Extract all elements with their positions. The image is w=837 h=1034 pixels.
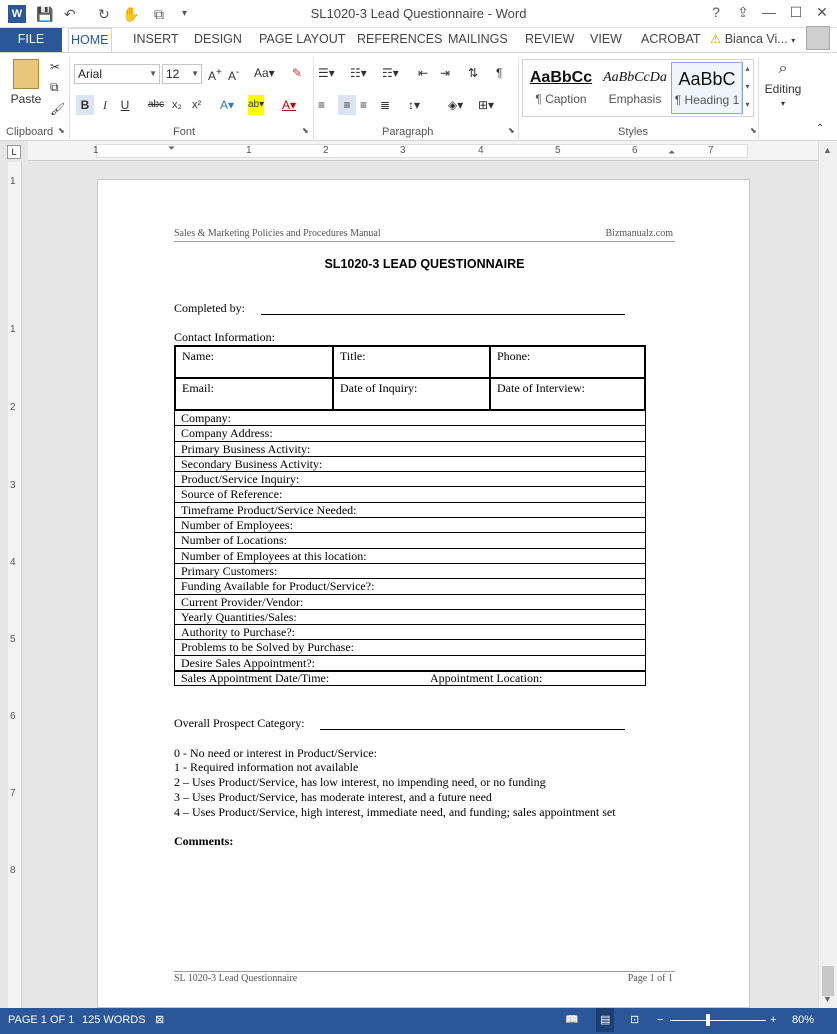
ribbon-display-icon[interactable]: ⇪ bbox=[737, 4, 749, 20]
warning-icon: ⚠ bbox=[710, 32, 722, 46]
subscript-button[interactable]: x₂ bbox=[172, 99, 182, 111]
appointment-datetime-label: Sales Appointment Date/Time: bbox=[181, 671, 330, 685]
group-label-font: Font bbox=[173, 126, 196, 138]
table-cell[interactable]: Phone: bbox=[490, 346, 645, 378]
paragraph-launcher-icon[interactable]: ⬊ bbox=[508, 126, 515, 135]
table-row[interactable]: Primary Customers: bbox=[175, 564, 645, 579]
tab-review[interactable]: REVIEW bbox=[525, 32, 575, 46]
align-center-icon[interactable]: ≡ bbox=[338, 95, 356, 115]
divider bbox=[69, 57, 70, 139]
ruler-number: 6 bbox=[632, 145, 638, 156]
title-bar bbox=[0, 0, 837, 28]
font-size-select[interactable]: 12 ▼ bbox=[162, 64, 202, 84]
collapse-ribbon-icon[interactable]: ⌃ bbox=[816, 123, 825, 134]
font-launcher-icon[interactable]: ⬊ bbox=[302, 126, 309, 135]
font-family-select[interactable]: Arial ▼ bbox=[74, 64, 160, 84]
ruler-number: 1 bbox=[246, 145, 252, 156]
clipboard-launcher-icon[interactable]: ⬊ bbox=[58, 126, 65, 135]
read-mode-icon[interactable]: 📖 bbox=[565, 1014, 579, 1026]
table-row[interactable]: Yearly Quantities/Sales: bbox=[175, 610, 645, 625]
copy-icon[interactable]: ⧉ bbox=[50, 80, 59, 94]
header-left: Sales & Marketing Policies and Procedures Manual bbox=[174, 228, 381, 239]
contact-info-label: Contact Information: bbox=[174, 330, 275, 344]
header-rule bbox=[174, 241, 675, 242]
ruler-number: 5 bbox=[555, 145, 561, 156]
grow-font-icon[interactable]: A+ bbox=[208, 67, 222, 83]
zoom-level[interactable]: 80% bbox=[792, 1014, 815, 1026]
line-spacing-icon[interactable]: ↕▾ bbox=[408, 98, 421, 112]
category-item: 2 – Uses Product/Service, has low interest, no impending need, or no funding bbox=[174, 775, 546, 789]
tab-view[interactable]: VIEW bbox=[590, 32, 622, 46]
ruler-number: 1 bbox=[10, 324, 16, 335]
ruler-number: 5 bbox=[10, 634, 16, 645]
table-row[interactable]: Secondary Business Activity: bbox=[175, 457, 645, 472]
text-effects-icon[interactable]: A▾ bbox=[220, 98, 235, 112]
table-cell[interactable]: Date of Inquiry: bbox=[333, 378, 490, 410]
align-right-icon[interactable]: ≡ bbox=[360, 98, 368, 112]
overall-category-label: Overall Prospect Category: bbox=[174, 716, 305, 730]
group-label-clipboard: Clipboard bbox=[6, 126, 54, 138]
touch-mode-icon[interactable]: ✋ bbox=[122, 6, 140, 22]
window-title: SL1020-3 Lead Questionnaire - Word bbox=[310, 6, 527, 21]
minimize-button[interactable]: — bbox=[762, 4, 776, 20]
table-row[interactable]: Desire Sales Appointment?: bbox=[181, 655, 315, 670]
table-row bbox=[175, 346, 645, 378]
table-row[interactable]: Number of Locations: bbox=[175, 533, 645, 548]
table-row[interactable]: Current Provider/Vendor: bbox=[175, 595, 645, 610]
sort-icon[interactable]: ⇅ bbox=[468, 66, 479, 80]
tab-acrobat[interactable]: ACROBAT bbox=[641, 32, 701, 46]
page-count[interactable]: PAGE 1 OF 1 bbox=[8, 1014, 75, 1026]
zoom-in-icon[interactable]: + bbox=[770, 1014, 777, 1026]
tab-home[interactable]: HOME bbox=[68, 28, 112, 53]
ruler-number: 4 bbox=[10, 557, 16, 568]
show-formatting-icon[interactable]: ¶ bbox=[496, 66, 503, 80]
editing-button[interactable]: ⌕ Editing ▾ bbox=[762, 59, 804, 109]
scroll-up-icon[interactable]: ▲ bbox=[823, 145, 832, 155]
tab-file[interactable]: FILE bbox=[0, 28, 62, 52]
ruler-number: 3 bbox=[400, 145, 406, 156]
divider bbox=[518, 57, 519, 139]
web-layout-icon[interactable]: ⊡ bbox=[630, 1014, 640, 1026]
divider bbox=[313, 57, 314, 139]
highlight-icon[interactable]: ab▾ bbox=[248, 95, 264, 115]
table-cell[interactable]: Email: bbox=[175, 378, 333, 410]
table-row[interactable]: Number of Employees: bbox=[175, 518, 645, 533]
completed-by-line[interactable] bbox=[261, 314, 625, 315]
styles-scroll[interactable]: ▴ ▾ ▾ bbox=[741, 60, 753, 116]
overall-category-line[interactable] bbox=[320, 729, 625, 730]
document-title[interactable]: SL1020-3 LEAD QUESTIONNAIRE bbox=[324, 257, 525, 271]
tab-mailings[interactable]: MAILINGS bbox=[448, 32, 508, 46]
appointment-location-label: Appointment Location: bbox=[430, 671, 543, 685]
chevron-down-icon: ▾ bbox=[791, 36, 796, 45]
horizontal-ruler[interactable] bbox=[28, 141, 818, 161]
quick-print-icon[interactable]: ⧉ bbox=[154, 6, 164, 22]
help-button[interactable]: ? bbox=[712, 4, 720, 20]
table-row bbox=[175, 378, 645, 410]
zoom-slider[interactable] bbox=[670, 1020, 766, 1021]
word-count[interactable]: 125 WORDS bbox=[82, 1014, 146, 1026]
category-item: 3 – Uses Product/Service, has moderate interest, and a future need bbox=[174, 790, 492, 804]
table-row[interactable]: Primary Business Activity: bbox=[175, 442, 645, 457]
table-cell[interactable]: Title: bbox=[333, 346, 490, 378]
chevron-down-icon: ▼ bbox=[149, 69, 157, 78]
ruler-active-area bbox=[96, 144, 748, 158]
table-row[interactable]: Company: bbox=[175, 411, 645, 426]
styles-launcher-icon[interactable]: ⬊ bbox=[750, 126, 757, 135]
group-label-styles: Styles bbox=[618, 126, 648, 138]
style-heading-1[interactable]: AaBbC ¶ Heading 1 bbox=[671, 62, 743, 114]
underline-button[interactable]: U bbox=[120, 98, 130, 112]
indent-marker-icon[interactable]: ⏷ bbox=[168, 143, 176, 153]
redo-icon[interactable]: ↻ bbox=[98, 6, 110, 22]
numbering-icon[interactable]: ☷▾ bbox=[350, 66, 367, 80]
completed-by-label: Completed by: bbox=[174, 301, 245, 315]
ruler-number: 3 bbox=[10, 480, 16, 491]
binoculars-icon: ⌕ bbox=[778, 60, 788, 77]
vertical-ruler[interactable] bbox=[8, 162, 22, 1008]
word-app-icon[interactable]: W bbox=[8, 5, 26, 23]
decrease-indent-icon[interactable]: ⇤ bbox=[418, 66, 429, 80]
comments-label: Comments: bbox=[174, 834, 234, 848]
footer-right: Page 1 of 1 bbox=[627, 973, 673, 984]
ruler-number: 6 bbox=[10, 711, 16, 722]
right-indent-marker-icon[interactable]: ⏶ bbox=[668, 147, 676, 157]
ruler-number: 7 bbox=[10, 788, 16, 799]
divider bbox=[758, 57, 759, 139]
chevron-down-icon: ▼ bbox=[191, 69, 199, 78]
ruler-number: 2 bbox=[10, 402, 16, 413]
font-color-icon[interactable]: A▾ bbox=[282, 98, 297, 112]
bullets-icon[interactable]: ☰▾ bbox=[318, 66, 335, 80]
header-right: Bizmanualz.com bbox=[605, 228, 673, 239]
table-row[interactable]: Authority to Purchase?: bbox=[175, 625, 645, 640]
table-row[interactable]: Company Address: bbox=[175, 426, 645, 441]
avatar[interactable] bbox=[806, 26, 830, 50]
shrink-font-icon[interactable]: A- bbox=[228, 67, 240, 83]
bold-button[interactable]: B bbox=[76, 95, 94, 115]
category-item: 4 – Uses Product/Service, high interest, immediate need, and funding; sales appointment set bbox=[174, 805, 616, 819]
increase-indent-icon[interactable]: ⇥ bbox=[440, 66, 451, 80]
print-layout-icon[interactable]: ▤ bbox=[596, 1008, 614, 1032]
zoom-slider-thumb[interactable] bbox=[706, 1014, 710, 1026]
ruler-number: 4 bbox=[478, 145, 484, 156]
table-row[interactable]: Number of Employees at this location: bbox=[175, 549, 645, 564]
table-row[interactable]: Source of Reference: bbox=[175, 487, 645, 502]
close-button[interactable]: ✕ bbox=[816, 4, 828, 20]
table-row[interactable]: Product/Service Inquiry: bbox=[175, 472, 645, 487]
tab-insert[interactable]: INSERT bbox=[133, 32, 179, 46]
ribbon-tabs bbox=[0, 28, 837, 52]
table-row[interactable]: Funding Available for Product/Service?: bbox=[175, 579, 645, 594]
table-row[interactable]: Problems to be Solved by Purchase: bbox=[175, 640, 645, 655]
category-item: 0 - No need or interest in Product/Service: bbox=[174, 746, 377, 760]
table-row[interactable]: Timeframe Product/Service Needed: bbox=[175, 503, 645, 518]
maximize-button[interactable]: ☐ bbox=[789, 4, 803, 20]
user-name: Bianca Vi... bbox=[724, 32, 788, 46]
strikethrough-button[interactable]: abc bbox=[148, 99, 165, 110]
appointment-row[interactable] bbox=[174, 670, 646, 686]
cut-icon[interactable]: ✂ bbox=[50, 60, 61, 74]
contact-table bbox=[174, 345, 646, 411]
align-left-icon[interactable]: ≡ bbox=[318, 98, 326, 112]
save-icon[interactable]: 💾 bbox=[36, 6, 54, 22]
footer-left: SL 1020-3 Lead Questionnaire bbox=[174, 973, 298, 984]
document-page[interactable] bbox=[97, 179, 750, 1008]
tab-page-layout[interactable]: PAGE LAYOUT bbox=[259, 32, 346, 46]
change-case-icon[interactable]: Aa▾ bbox=[254, 66, 275, 80]
ruler-number: 1 bbox=[10, 176, 16, 187]
tab-references[interactable]: REFERENCES bbox=[357, 32, 443, 46]
superscript-button[interactable]: x² bbox=[192, 99, 202, 111]
zoom-out-icon[interactable]: − bbox=[657, 1014, 664, 1026]
format-painter-icon[interactable]: 🖌 bbox=[50, 102, 66, 116]
ruler-number: 2 bbox=[323, 145, 329, 156]
style-emphasis[interactable]: AaBbCcDa Emphasis bbox=[603, 70, 667, 106]
scroll-down-icon[interactable]: ▼ bbox=[823, 994, 832, 1004]
info-table bbox=[174, 410, 646, 672]
user-account[interactable] bbox=[710, 28, 795, 52]
vertical-scrollbar[interactable] bbox=[818, 141, 837, 1008]
paste-button[interactable]: Paste bbox=[8, 59, 44, 119]
group-label-paragraph: Paragraph bbox=[382, 126, 434, 138]
table-cell[interactable]: Date of Interview: bbox=[490, 378, 645, 410]
style-caption[interactable]: AaBbCc ¶ Caption bbox=[529, 69, 593, 106]
chevron-down-icon: ▾ bbox=[780, 99, 785, 108]
justify-icon[interactable]: ≣ bbox=[380, 98, 391, 112]
status-bar bbox=[0, 1008, 837, 1034]
category-item: 1 - Required information not available bbox=[174, 760, 359, 774]
table-cell[interactable]: Name: bbox=[175, 346, 333, 378]
tab-design[interactable]: DESIGN bbox=[194, 32, 242, 46]
styles-gallery bbox=[522, 59, 754, 117]
ruler-number: 1 bbox=[93, 145, 99, 156]
footer-rule bbox=[174, 971, 675, 972]
clear-formatting-icon[interactable]: ✎ bbox=[292, 66, 303, 80]
proofing-icon[interactable]: ⊠ bbox=[155, 1014, 165, 1026]
ruler-number: 7 bbox=[708, 145, 714, 156]
italic-button[interactable]: I bbox=[103, 98, 107, 112]
customize-qat-icon[interactable]: ▾ bbox=[182, 8, 188, 19]
borders-icon[interactable]: ⊞▾ bbox=[478, 98, 495, 112]
shading-icon[interactable]: ◈▾ bbox=[448, 98, 464, 112]
ribbon-home bbox=[0, 52, 837, 141]
undo-icon[interactable]: ↶ bbox=[64, 6, 76, 22]
clipboard-icon bbox=[13, 59, 39, 89]
scroll-thumb[interactable] bbox=[822, 966, 834, 996]
multilevel-list-icon[interactable]: ☶▾ bbox=[382, 66, 399, 80]
tab-selector[interactable]: L bbox=[7, 145, 21, 159]
ruler-number: 8 bbox=[10, 865, 16, 876]
